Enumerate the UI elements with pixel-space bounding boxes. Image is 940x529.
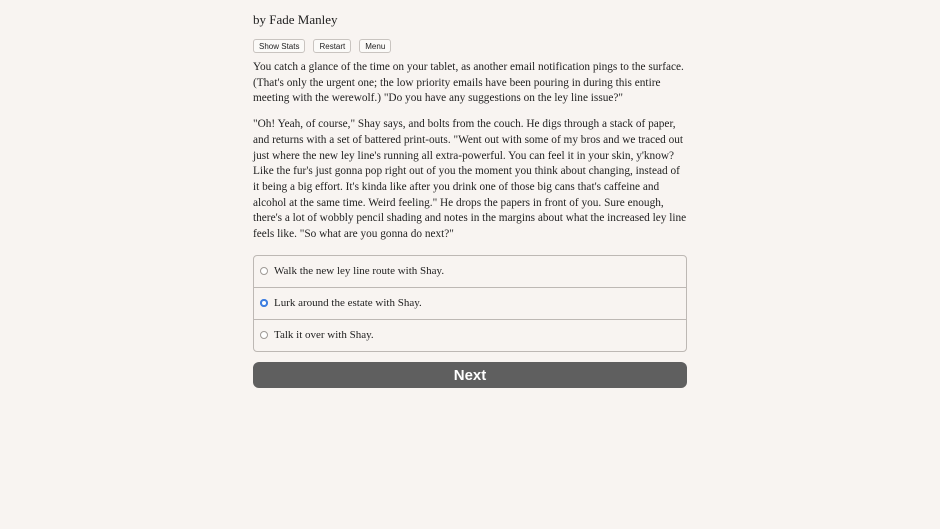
radio-unselected-icon[interactable] [260,267,268,275]
story-paragraph: "Oh! Yeah, of course," Shay says, and bolts from the couch. He digs through a stack of paper, and returns with a set of battered print-outs. "Went out with some of my bros and we traced out just where the new ley line's running all extra-powerful. You can feel it in your skin, y'know? Like the fur's just gonna pop right out of you the moment you think about changing, instead of it being a big effort. It's kinda like after you drink one of those big cans that's caffeine and alcohol at the same time. Weird feeling." He drops the papers in front of you. Sure enough, there's a lot of wobbly pencil shading and notes in the margins about what the increased ley line feels like. "So what are you gonna do next?" [253,118,687,241]
story-paragraph: You catch a glance of the time on your tablet, as another email notification pings to the surface. (That's only the urgent one; the low priority emails have been pouring in during this entire meeting with the werewolf.) "Do you have any suggestions on the ley line issue?" [253,61,684,105]
game-page [253,0,687,388]
menu-button[interactable]: Menu [359,39,391,53]
radio-selected-icon[interactable] [260,299,268,307]
show-stats-button[interactable]: Show Stats [253,39,305,53]
restart-button[interactable]: Restart [313,39,351,53]
choice-list [253,255,687,352]
choice-label: Lurk around the estate with Shay. [274,297,422,310]
toolbar [253,39,687,53]
choice-option-walk[interactable] [254,256,686,287]
choice-label: Talk it over with Shay. [274,329,374,342]
choice-option-talk[interactable] [254,319,686,351]
story-text [253,60,687,243]
choice-option-lurk[interactable] [254,287,686,319]
radio-unselected-icon[interactable] [260,331,268,339]
author-byline: by Fade Manley [253,12,338,27]
choice-label: Walk the new ley line route with Shay. [274,265,445,278]
next-button[interactable]: Next [253,362,687,388]
